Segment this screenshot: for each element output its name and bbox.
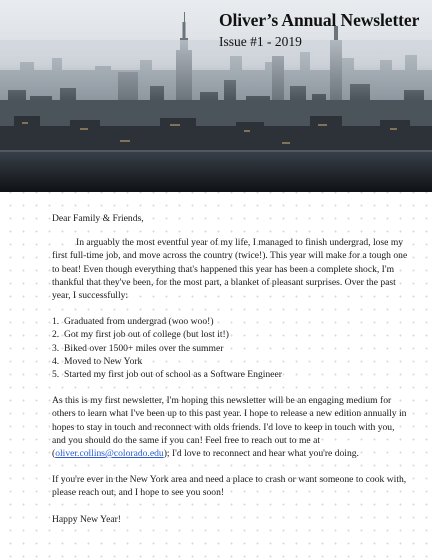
list-number: 4. [52,355,60,367]
greeting: Dear Family & Friends, [52,213,144,224]
list-number: 5. [52,369,60,381]
list-number: 2. [52,329,60,341]
list-item-text: Started my first job out of school as a Software Engineer [64,369,282,381]
list-number: 1. [52,316,60,328]
visit-paragraph: If you're ever in the New York area and need a place to crash or want someone to cook with, please reach out, and I hope to see you soon! [52,474,407,499]
issue-label: Issue #1 - 2019 [219,34,302,49]
list-item [52,368,408,381]
list-item-text: Got my first job out of college (but lost it!) [64,329,229,341]
accomplishments-list [52,315,408,381]
newsletter-paragraph [52,394,408,460]
list-number: 3. [52,342,60,354]
intro-paragraph: In arguably the most eventful year of my life, I managed to finish undergrad, lose my first full-time job, and move across the country (twice!). This year will make for a tough one to beat! Even though everything that's happened this year has been a complete shock, I'm thankful that they've been, for the most part, a blanket of pleasant surprises. Over the past year, I successfully: [52,237,408,302]
closing: Happy New Year! [52,513,122,525]
list-item-text: Moved to New York [64,355,143,367]
list-item-text: Biked over 1500+ miles over the summer [64,342,224,354]
list-item [52,328,408,341]
paragraph-text: As this is my first newsletter, I'm hoping this newsletter will be an engaging medium for others to learn what I've been up to this past year. I hope to release a new edition annually in hopes to stay in touch and reconnect with olds friends. I'd love to keep in touch with you, and you should do the same if you can! Feel free to reach out to me at ( [52,395,407,460]
list-item-text: Graduated from undergrad (woo woo!) [64,316,214,328]
email-link[interactable]: oliver.collins@colorado.edu [55,448,164,460]
newsletter-header [219,10,419,50]
letter-body [52,212,408,526]
list-item [52,342,408,355]
paragraph-text: ); I'd love to reconnect and hear what you're doing. [163,448,359,460]
list-item [52,315,408,328]
list-item [52,355,408,368]
newsletter-title: Oliver’s Annual Newsletter [219,10,420,30]
